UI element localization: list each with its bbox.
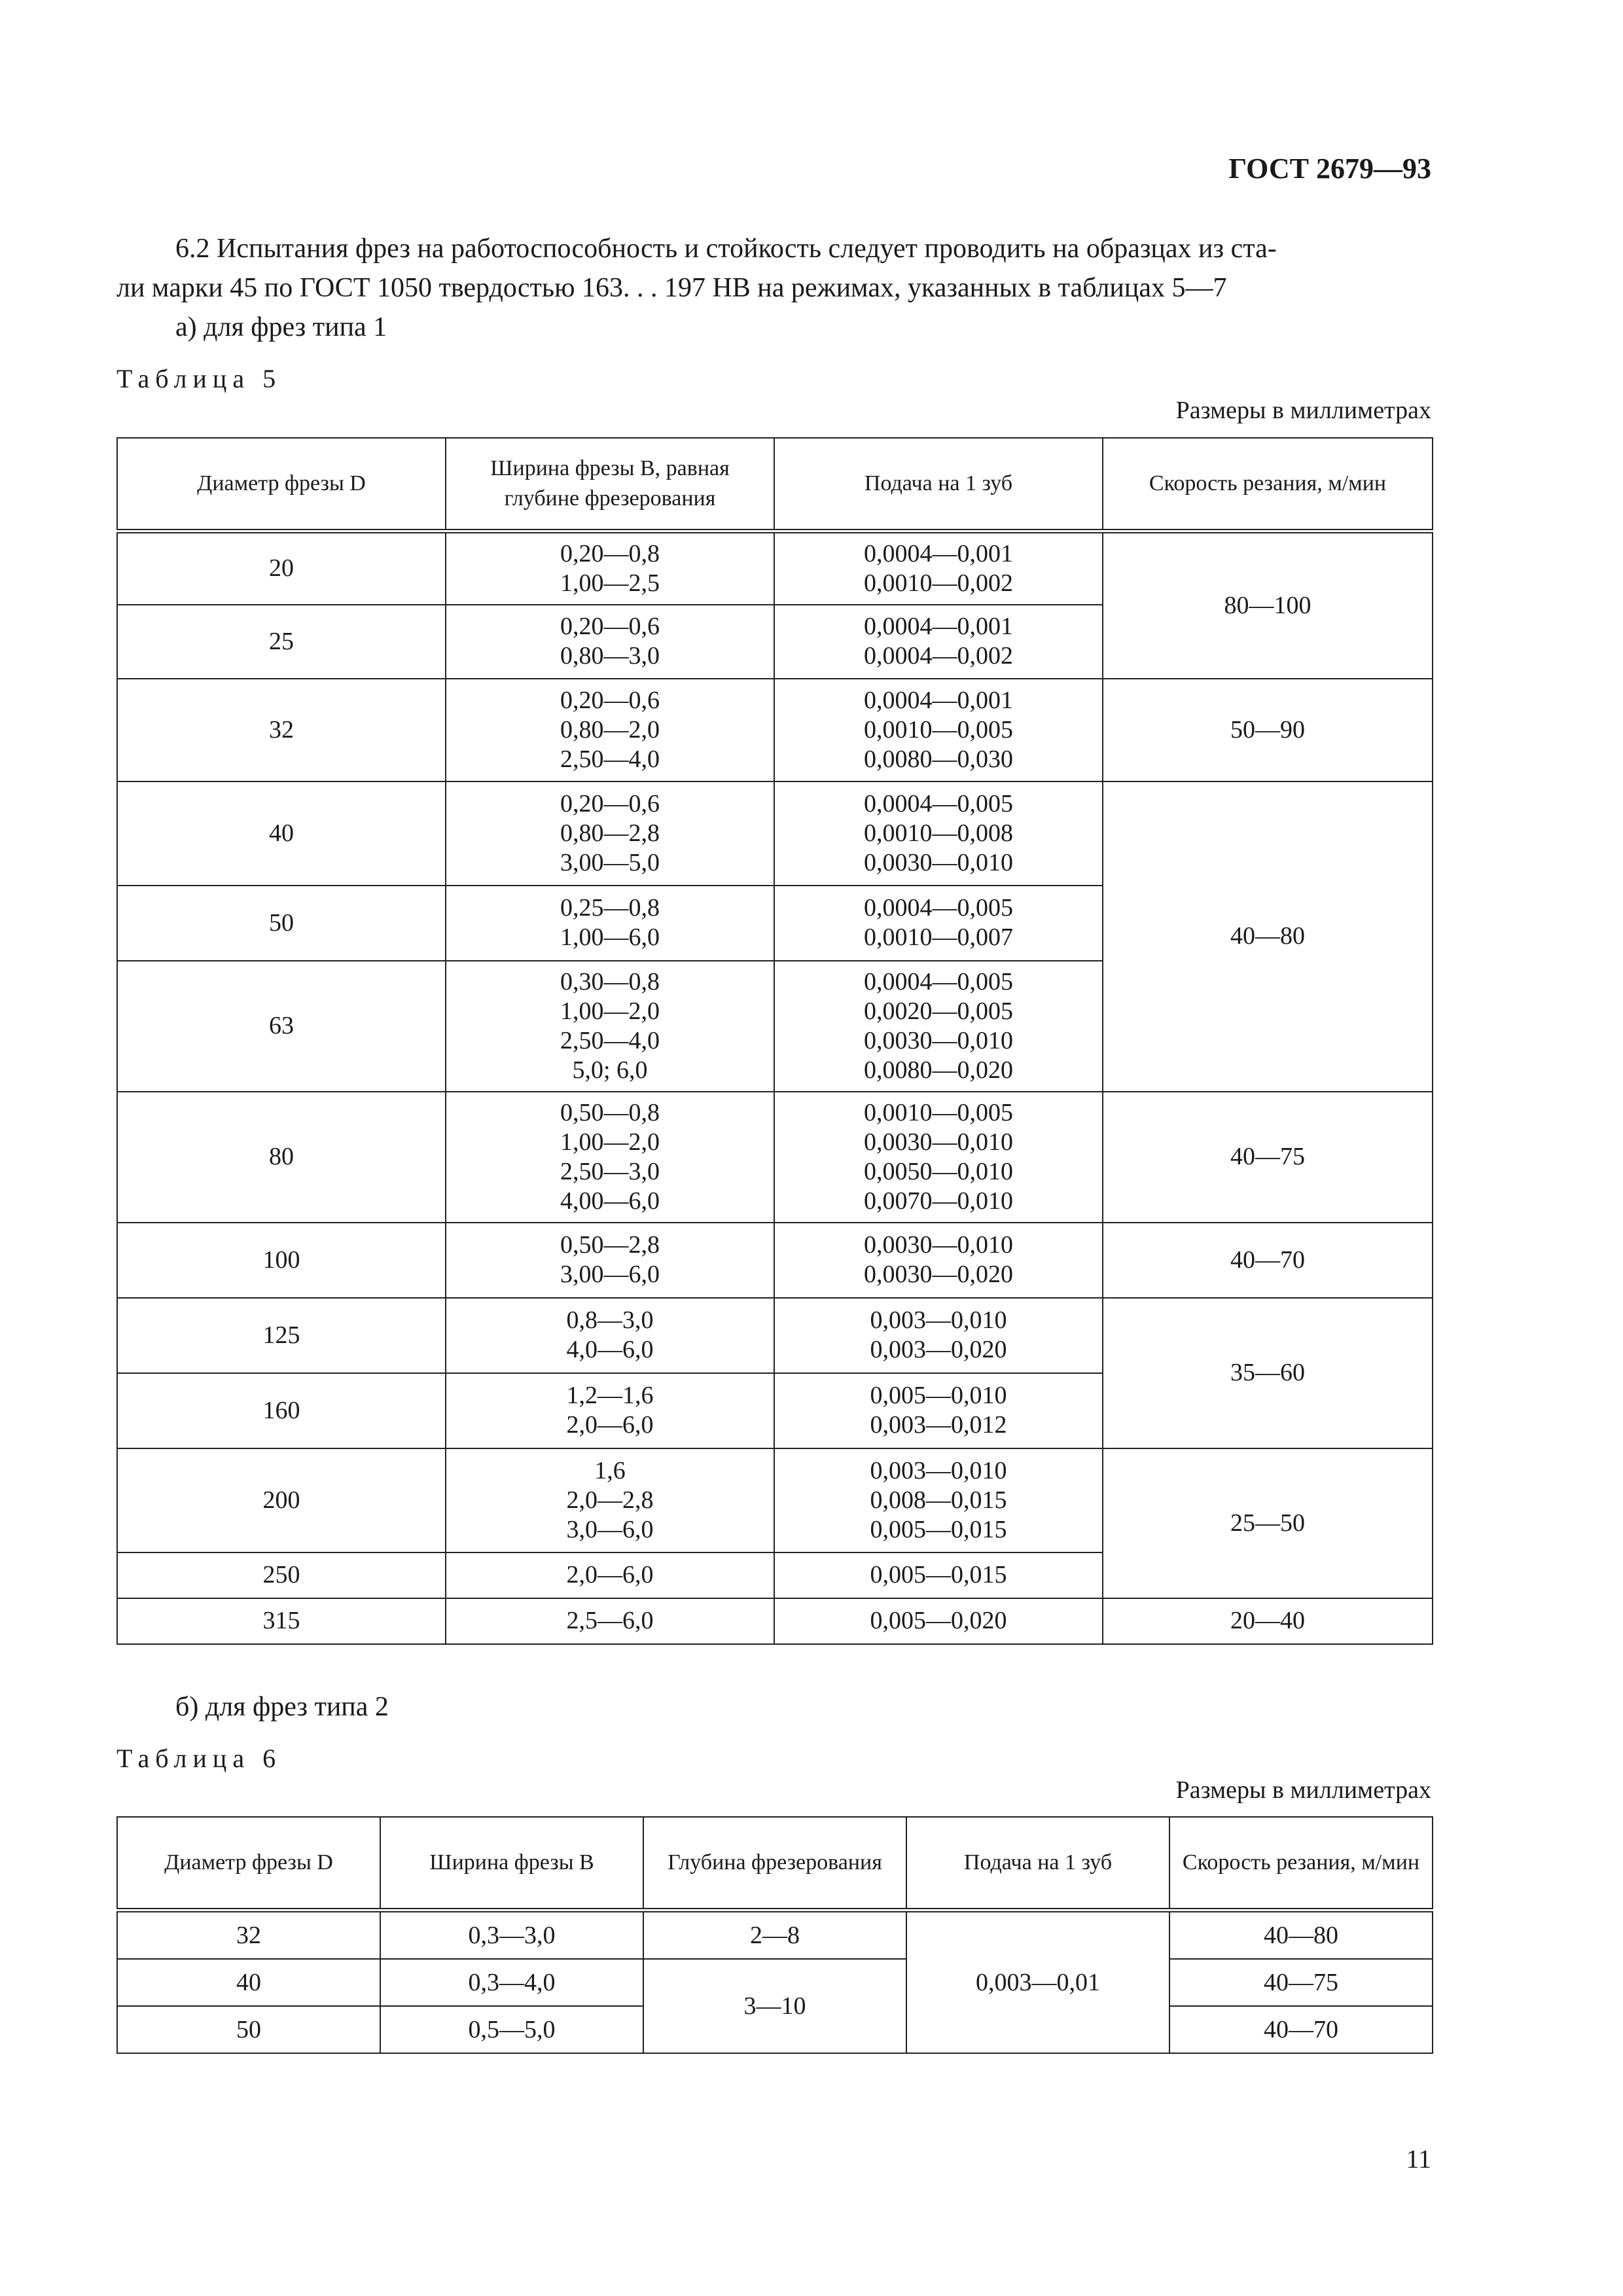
cell-feed: 0,0004—0,001 0,0010—0,002 [774, 531, 1103, 605]
cell-feed: 0,003—0,010 0,003—0,020 [774, 1298, 1103, 1373]
table6-units: Размеры в миллиметрах [1175, 1776, 1431, 1804]
table6-header-feed: Подача на 1 зуб [906, 1817, 1169, 1910]
cell-feed: 0,0004—0,001 0,0004—0,002 [774, 605, 1103, 679]
cell-diameter: 160 [117, 1373, 446, 1448]
cell-width: 0,30—0,8 1,00—2,0 2,50—4,0 5,0; 6,0 [446, 961, 774, 1092]
table-5 [116, 437, 1433, 1645]
cell-width: 0,20—0,6 0,80—2,0 2,50—4,0 [446, 679, 774, 781]
cell-width: 2,0—6,0 [446, 1552, 774, 1598]
cell-diameter: 80 [117, 1092, 446, 1223]
cell-diameter: 50 [117, 2006, 380, 2053]
table-row [117, 679, 1433, 781]
item-b: б) для фрез типа 2 [175, 1692, 389, 1722]
table6-header-width: Ширина фрезы B [380, 1817, 643, 1910]
cell-width: 0,20—0,6 0,80—3,0 [446, 605, 774, 679]
table-row [117, 1223, 1433, 1298]
table-row [117, 1092, 1433, 1223]
table-row [117, 1298, 1433, 1373]
cell-speed: 40—70 [1169, 2006, 1433, 2053]
table5-header-row [117, 438, 1433, 531]
table-row [117, 1448, 1433, 1552]
cell-diameter: 250 [117, 1552, 446, 1598]
table5-caption: Таблица 5 [116, 364, 282, 393]
cell-diameter: 40 [117, 781, 446, 886]
cell-feed: 0,0004—0,005 0,0020—0,005 0,0030—0,010 0,0080—0,020 [774, 961, 1103, 1092]
table6-header-diameter: Диаметр фрезы D [117, 1817, 380, 1910]
cell-feed: 0,0004—0,005 0,0010—0,007 [774, 886, 1103, 961]
cell-speed: 40—80 [1169, 1910, 1433, 1960]
intro-paragraph [116, 229, 1432, 347]
cell-diameter: 32 [117, 1910, 380, 1960]
cell-diameter: 32 [117, 679, 446, 781]
cell-speed: 40—80 [1103, 781, 1433, 1092]
cell-speed: 40—70 [1103, 1223, 1433, 1298]
cell-width: 0,20—0,6 0,80—2,8 3,00—5,0 [446, 781, 774, 886]
cell-speed: 20—40 [1103, 1598, 1433, 1644]
table5-header-width: Ширина фрезы B, равная глубине фрезерования [446, 438, 774, 531]
cell-diameter: 50 [117, 886, 446, 961]
cell-diameter: 200 [117, 1448, 446, 1552]
intro-line-1: 6.2 Испытания фрез на работоспособность и стойкость следует проводить на образцах из ста- [175, 234, 1277, 264]
cell-width: 0,25—0,8 1,00—6,0 [446, 886, 774, 961]
cell-feed: 0,0004—0,005 0,0010—0,008 0,0030—0,010 [774, 781, 1103, 886]
document-code: ГОСТ 2679—93 [1228, 152, 1431, 185]
table5-header-feed: Подача на 1 зуб [774, 438, 1103, 531]
cell-diameter: 25 [117, 605, 446, 679]
cell-width: 1,6 2,0—2,8 3,0—6,0 [446, 1448, 774, 1552]
cell-width: 0,50—0,8 1,00—2,0 2,50—3,0 4,00—6,0 [446, 1092, 774, 1223]
cell-width: 2,5—6,0 [446, 1598, 774, 1644]
intro-line-2: ли марки 45 по ГОСТ 1050 твердостью 163. . . 197 НВ на режимах, указанных в таблицах 5—7 [116, 273, 1227, 303]
table6-caption: Таблица 6 [116, 1744, 282, 1773]
cell-width: 0,20—0,8 1,00—2,5 [446, 531, 774, 605]
cell-feed: 0,003—0,01 [906, 1910, 1169, 2054]
cell-width: 0,8—3,0 4,0—6,0 [446, 1298, 774, 1373]
cell-feed: 0,005—0,015 [774, 1552, 1103, 1598]
table-row [117, 1959, 1433, 2006]
table5-header-speed: Скорость резания, м/мин [1103, 438, 1433, 531]
cell-feed: 0,005—0,020 [774, 1598, 1103, 1644]
table6-header-row [117, 1817, 1433, 1910]
page-number: 11 [1406, 2144, 1431, 2174]
cell-diameter: 40 [117, 1959, 380, 2006]
table5-units: Размеры в миллиметрах [1175, 397, 1431, 424]
cell-width: 1,2—1,6 2,0—6,0 [446, 1373, 774, 1448]
table5-header-diameter: Диаметр фрезы D [117, 438, 446, 531]
cell-speed: 40—75 [1169, 1959, 1433, 2006]
cell-speed: 80—100 [1103, 531, 1433, 679]
cell-diameter: 315 [117, 1598, 446, 1644]
item-a: а) для фрез типа 1 [175, 312, 387, 342]
cell-depth: 3—10 [643, 1959, 906, 2053]
cell-speed: 35—60 [1103, 1298, 1433, 1448]
cell-diameter: 100 [117, 1223, 446, 1298]
cell-width: 0,3—4,0 [380, 1959, 643, 2006]
cell-width: 0,50—2,8 3,00—6,0 [446, 1223, 774, 1298]
table-6 [116, 1816, 1433, 2054]
table-row [117, 781, 1433, 886]
cell-feed: 0,005—0,010 0,003—0,012 [774, 1373, 1103, 1448]
cell-width: 0,3—3,0 [380, 1910, 643, 1960]
cell-diameter: 63 [117, 961, 446, 1092]
cell-feed: 0,0010—0,005 0,0030—0,010 0,0050—0,010 0,0070—0,010 [774, 1092, 1103, 1223]
table6-header-speed: Скорость резания, м/мин [1169, 1817, 1433, 1910]
table-row [117, 1910, 1433, 1960]
cell-diameter: 20 [117, 531, 446, 605]
table-row [117, 1598, 1433, 1644]
cell-feed: 0,0004—0,001 0,0010—0,005 0,0080—0,030 [774, 679, 1103, 781]
cell-feed: 0,0030—0,010 0,0030—0,020 [774, 1223, 1103, 1298]
cell-feed: 0,003—0,010 0,008—0,015 0,005—0,015 [774, 1448, 1103, 1552]
table6-header-depth: Глубина фрезерования [643, 1817, 906, 1910]
cell-speed: 25—50 [1103, 1448, 1433, 1598]
cell-speed: 40—75 [1103, 1092, 1433, 1223]
cell-width: 0,5—5,0 [380, 2006, 643, 2053]
cell-speed: 50—90 [1103, 679, 1433, 781]
cell-diameter: 125 [117, 1298, 446, 1373]
table-row [117, 531, 1433, 605]
cell-depth: 2—8 [643, 1910, 906, 1960]
